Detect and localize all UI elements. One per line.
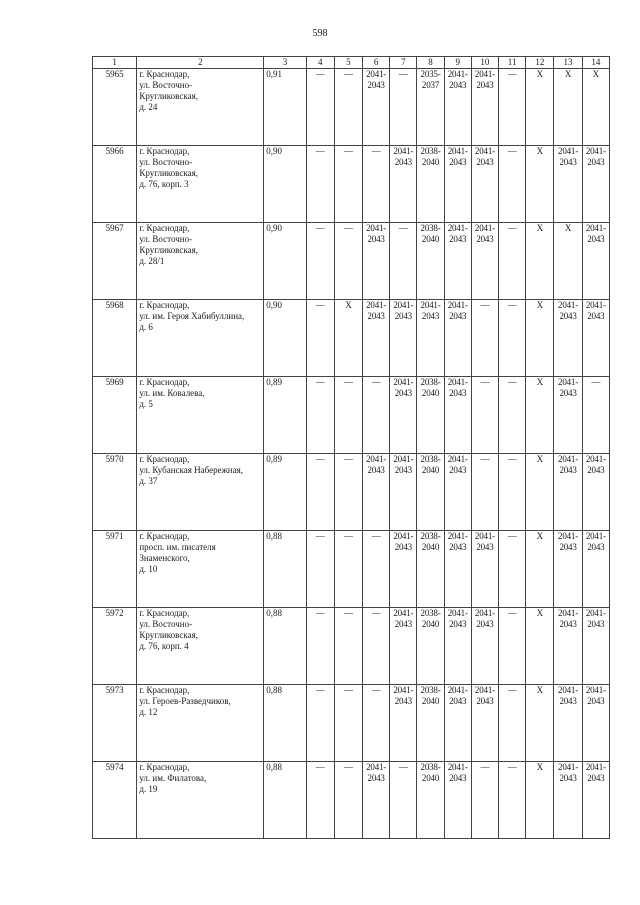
period-cell: —: [334, 531, 362, 608]
period-cell: X: [526, 300, 554, 377]
address-cell: г. Краснодар, ул. им. Героя Хабибуллина, д. 6: [137, 300, 264, 377]
row-number-cell: 5966: [93, 146, 137, 223]
period-cell: 2041- 2043: [390, 377, 417, 454]
value-cell: 0,90: [264, 300, 306, 377]
row-number-cell: 5967: [93, 223, 137, 300]
period-cell: 2041- 2043: [444, 146, 471, 223]
table-header-row: [93, 57, 610, 69]
period-cell: 2041- 2043: [471, 608, 498, 685]
period-cell: X: [526, 454, 554, 531]
period-cell: 2041- 2043: [582, 223, 609, 300]
row-number-cell: 5972: [93, 608, 137, 685]
period-cell: —: [334, 608, 362, 685]
column-header: 14: [582, 57, 609, 69]
period-cell: —: [363, 377, 390, 454]
column-header: 5: [334, 57, 362, 69]
value-cell: 0,89: [264, 454, 306, 531]
table-row: [93, 454, 610, 531]
value-cell: 0,91: [264, 69, 306, 146]
period-cell: 2041- 2043: [471, 531, 498, 608]
period-cell: 2041- 2043: [471, 69, 498, 146]
period-cell: 2041- 2043: [471, 223, 498, 300]
page-number: 598: [312, 28, 328, 39]
period-cell: X: [526, 377, 554, 454]
period-cell: 2041- 2043: [471, 685, 498, 762]
period-cell: 2041- 2043: [390, 685, 417, 762]
period-cell: X: [334, 300, 362, 377]
period-cell: —: [306, 69, 334, 146]
period-cell: —: [499, 762, 526, 839]
row-number-cell: 5969: [93, 377, 137, 454]
period-cell: —: [499, 69, 526, 146]
period-cell: X: [526, 69, 554, 146]
column-header: 7: [390, 57, 417, 69]
period-cell: —: [363, 685, 390, 762]
table-row: [93, 223, 610, 300]
period-cell: —: [499, 685, 526, 762]
row-number-cell: 5971: [93, 531, 137, 608]
period-cell: 2041- 2043: [444, 685, 471, 762]
period-cell: 2041- 2043: [363, 454, 390, 531]
column-header: 10: [471, 57, 498, 69]
period-cell: 2038- 2040: [417, 146, 444, 223]
column-header: 12: [526, 57, 554, 69]
column-header: 2: [137, 57, 264, 69]
period-cell: —: [499, 300, 526, 377]
column-header: 8: [417, 57, 444, 69]
period-cell: —: [334, 223, 362, 300]
address-cell: г. Краснодар, просп. им. писателя Знаменского, д. 10: [137, 531, 264, 608]
period-cell: 2041- 2043: [554, 300, 582, 377]
period-cell: 2041- 2043: [444, 69, 471, 146]
period-cell: 2041- 2043: [554, 146, 582, 223]
value-cell: 0,90: [264, 223, 306, 300]
row-number-cell: 5974: [93, 762, 137, 839]
period-cell: 2041- 2043: [444, 300, 471, 377]
period-cell: 2041- 2043: [554, 685, 582, 762]
period-cell: —: [390, 69, 417, 146]
period-cell: 2041- 2043: [444, 531, 471, 608]
row-number-cell: 5968: [93, 300, 137, 377]
period-cell: 2041- 2043: [554, 762, 582, 839]
period-cell: 2038- 2040: [417, 685, 444, 762]
period-cell: X: [526, 531, 554, 608]
period-cell: —: [390, 223, 417, 300]
period-cell: —: [306, 454, 334, 531]
period-cell: X: [526, 685, 554, 762]
row-number-cell: 5965: [93, 69, 137, 146]
row-number-cell: 5973: [93, 685, 137, 762]
table-body: [93, 69, 610, 839]
period-cell: —: [306, 223, 334, 300]
period-cell: —: [306, 300, 334, 377]
period-cell: —: [306, 377, 334, 454]
period-cell: —: [363, 531, 390, 608]
period-cell: —: [334, 377, 362, 454]
period-cell: —: [334, 69, 362, 146]
row-number-cell: 5970: [93, 454, 137, 531]
table-row: [93, 608, 610, 685]
period-cell: X: [526, 223, 554, 300]
column-header: 6: [363, 57, 390, 69]
value-cell: 0,88: [264, 685, 306, 762]
table-row: [93, 762, 610, 839]
period-cell: —: [471, 377, 498, 454]
period-cell: 2041- 2043: [444, 608, 471, 685]
period-cell: 2041- 2043: [444, 223, 471, 300]
period-cell: —: [306, 146, 334, 223]
period-cell: 2041- 2043: [390, 531, 417, 608]
address-cell: г. Краснодар, ул. Восточно- Кругликовская, д. 28/1: [137, 223, 264, 300]
period-cell: —: [306, 762, 334, 839]
value-cell: 0,89: [264, 377, 306, 454]
period-cell: —: [306, 531, 334, 608]
period-cell: —: [471, 762, 498, 839]
period-cell: 2041- 2043: [582, 300, 609, 377]
table-row: [93, 69, 610, 146]
period-cell: 2041- 2043: [582, 685, 609, 762]
period-cell: —: [306, 685, 334, 762]
period-cell: 2041- 2043: [363, 69, 390, 146]
period-cell: —: [334, 685, 362, 762]
value-cell: 0,88: [264, 608, 306, 685]
period-cell: 2038- 2040: [417, 762, 444, 839]
period-cell: X: [526, 146, 554, 223]
column-header: 3: [264, 57, 306, 69]
period-cell: —: [334, 146, 362, 223]
column-header: 9: [444, 57, 471, 69]
address-cell: г. Краснодар, ул. Героев-Разведчиков, д. 12: [137, 685, 264, 762]
address-cell: г. Краснодар, ул. Восточно- Кругликовская, д. 76, корп. 3: [137, 146, 264, 223]
period-cell: 2041- 2043: [390, 300, 417, 377]
period-cell: —: [334, 454, 362, 531]
period-cell: 2041- 2043: [363, 300, 390, 377]
period-cell: —: [471, 300, 498, 377]
address-cell: г. Краснодар, ул. им. Филатова, д. 19: [137, 762, 264, 839]
period-cell: —: [499, 146, 526, 223]
period-cell: —: [363, 146, 390, 223]
period-cell: —: [499, 454, 526, 531]
period-cell: 2041- 2043: [471, 146, 498, 223]
period-cell: 2041- 2043: [363, 223, 390, 300]
period-cell: —: [306, 608, 334, 685]
period-cell: 2041- 2043: [444, 377, 471, 454]
period-cell: —: [334, 762, 362, 839]
period-cell: 2038- 2040: [417, 608, 444, 685]
period-cell: —: [582, 377, 609, 454]
period-cell: 2041- 2043: [554, 454, 582, 531]
column-header: 1: [93, 57, 137, 69]
period-cell: 2041- 2043: [554, 531, 582, 608]
period-cell: 2038- 2040: [417, 531, 444, 608]
period-cell: 2041- 2043: [390, 608, 417, 685]
period-cell: —: [499, 531, 526, 608]
address-cell: г. Краснодар, ул. Восточно- Кругликовская, д. 24: [137, 69, 264, 146]
period-cell: 2041- 2043: [390, 146, 417, 223]
period-cell: 2041- 2043: [582, 454, 609, 531]
period-cell: 2041- 2043: [554, 608, 582, 685]
period-cell: 2041- 2043: [582, 762, 609, 839]
period-cell: 2038- 2040: [417, 454, 444, 531]
period-cell: X: [554, 223, 582, 300]
period-cell: X: [554, 69, 582, 146]
value-cell: 0,90: [264, 146, 306, 223]
value-cell: 0,88: [264, 531, 306, 608]
period-cell: 2041- 2043: [363, 762, 390, 839]
registry-table: [92, 56, 610, 839]
table-row: [93, 146, 610, 223]
period-cell: 2041- 2043: [582, 608, 609, 685]
period-cell: X: [526, 762, 554, 839]
period-cell: 2041- 2043: [582, 146, 609, 223]
address-cell: г. Краснодар, ул. Восточно- Кругликовская, д. 76, корп. 4: [137, 608, 264, 685]
period-cell: 2038- 2040: [417, 223, 444, 300]
period-cell: 2038- 2040: [417, 377, 444, 454]
period-cell: —: [471, 454, 498, 531]
period-cell: —: [499, 377, 526, 454]
table-row: [93, 531, 610, 608]
period-cell: —: [499, 608, 526, 685]
column-header: 4: [306, 57, 334, 69]
period-cell: X: [526, 608, 554, 685]
address-cell: г. Краснодар, ул. им. Ковалева, д. 5: [137, 377, 264, 454]
table-row: [93, 685, 610, 762]
value-cell: 0,88: [264, 762, 306, 839]
address-cell: г. Краснодар, ул. Кубанская Набережная, д. 37: [137, 454, 264, 531]
period-cell: X: [582, 69, 609, 146]
period-cell: 2041- 2043: [582, 531, 609, 608]
period-cell: 2041- 2043: [444, 762, 471, 839]
period-cell: 2041- 2043: [417, 300, 444, 377]
table-row: [93, 377, 610, 454]
period-cell: —: [390, 762, 417, 839]
period-cell: 2041- 2043: [444, 454, 471, 531]
period-cell: —: [363, 608, 390, 685]
period-cell: 2041- 2043: [554, 377, 582, 454]
column-header: 11: [499, 57, 526, 69]
period-cell: —: [499, 223, 526, 300]
column-header: 13: [554, 57, 582, 69]
period-cell: 2035- 2037: [417, 69, 444, 146]
period-cell: 2041- 2043: [390, 454, 417, 531]
table-row: [93, 300, 610, 377]
